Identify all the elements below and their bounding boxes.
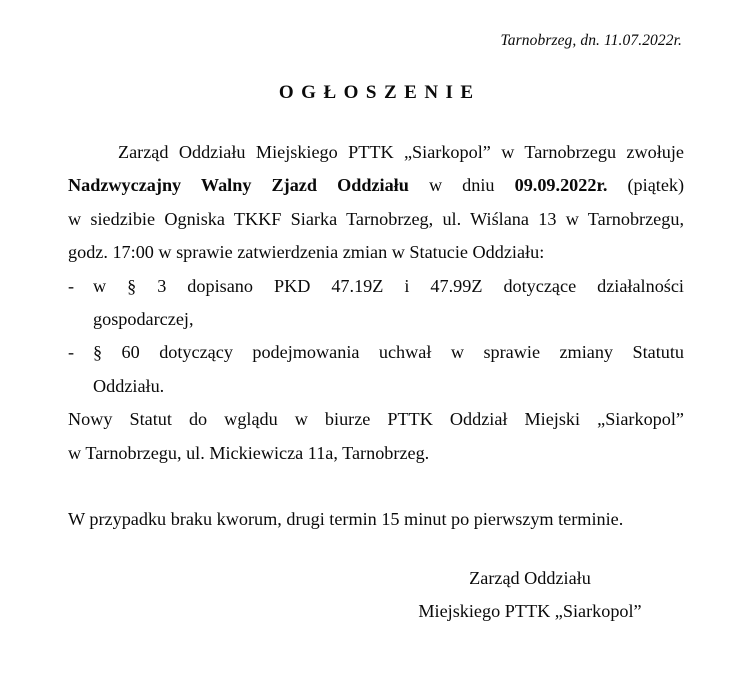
signature-line-1: Zarząd Oddziału <box>469 568 591 588</box>
list-item-line-2: gospodarczej, <box>93 309 194 330</box>
document-body <box>68 136 684 537</box>
list-item <box>68 336 684 369</box>
paragraph-1-line-1 <box>68 136 684 169</box>
paragraph-1-line-4: godz. 17:00 w sprawie zatwierdzenia zmian w Statucie Oddziału: <box>68 242 545 263</box>
page-title: OGŁOSZENIE <box>278 82 481 103</box>
paragraph-2-line-2: w Tarnobrzegu, ul. Mickiewicza 11a, Tarnobrzeg. <box>68 442 430 463</box>
list-item-line-1: w § 3 dopisano PKD 47.19Z i 47.99Z dotyczące działalności <box>93 275 684 296</box>
paragraph-1-line-2 <box>68 169 684 202</box>
paragraph-1-line-2-plain-a: w dniu <box>428 175 495 196</box>
list-item-line-1: § 60 dotyczący podejmowania uchwał w sprawie zmiany Statutu <box>93 342 684 363</box>
paragraph-3-line-1: W przypadku braku kworum, drugi termin 15 minut po pierwszym terminie. <box>68 509 624 530</box>
paragraph-spacer <box>68 470 684 503</box>
list-item <box>68 270 684 303</box>
paragraph-2-line-1: Nowy Statut do wglądu w biurze PTTK Oddział Miejski „Siarkopol” <box>68 409 684 430</box>
paragraph-1-line-3: w siedzibie Ogniska TKKF Siarka Tarnobrzeg, ul. Wiślana 13 w Tarnobrzegu, <box>68 208 684 229</box>
event-date-bold: 09.09.2022r. <box>514 175 608 196</box>
event-weekday: (piątek) <box>627 175 685 196</box>
list-item-line-2: Oddziału. <box>93 375 165 396</box>
event-name-bold: Nadzwyczajny Walny Zjazd Oddziału <box>68 175 409 196</box>
place-and-date: Tarnobrzeg, dn. 11.07.2022r. <box>500 32 682 49</box>
signature-block <box>370 562 690 629</box>
signature-line-2: Miejskiego PTTK „Siarkopol” <box>418 601 642 622</box>
paragraph-1-line-1-text: Zarząd Oddziału Miejskiego PTTK „Siarkopol” w Tarnobrzegu zwołuje <box>118 142 684 162</box>
list-bullet-icon: - <box>68 342 75 363</box>
list-bullet-icon: - <box>68 275 75 296</box>
